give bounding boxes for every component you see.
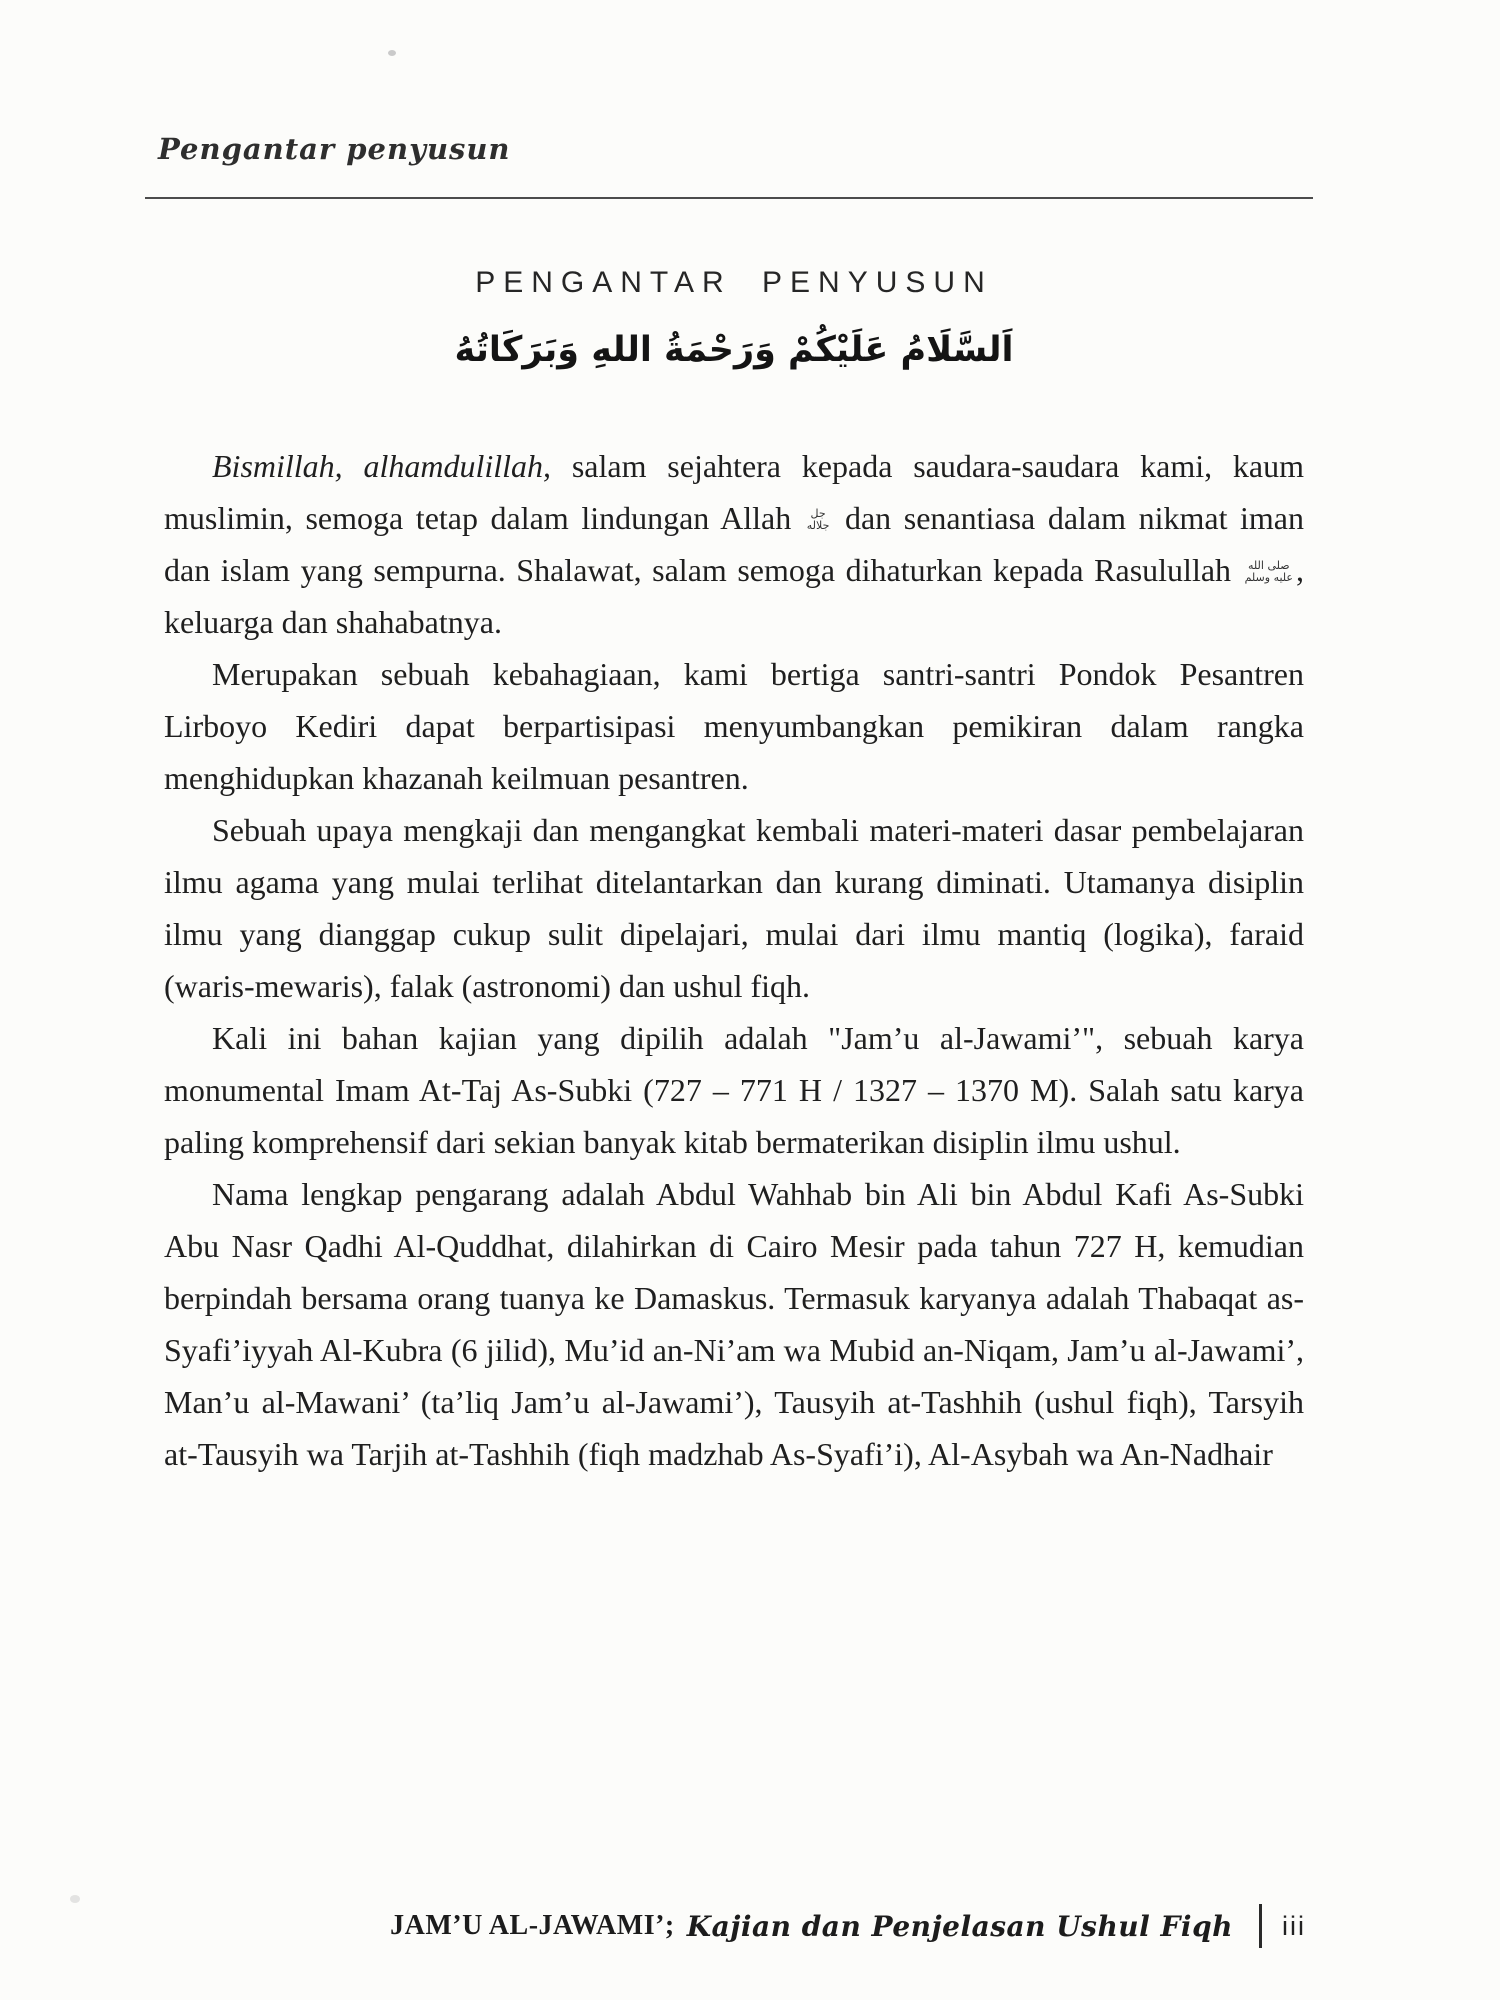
prophet-honorific-line1: صلى الله <box>1248 558 1290 572</box>
paragraph-2: Merupakan sebuah kebahagiaan, kami bertiga santri-santri Pondok Pesantren Lirboyo Kediri dapat berpartisipasi menyumbangkan pemikiran dalam rangka menghidupkan khazanah keilmuan pesantren. <box>164 656 1304 796</box>
footer-subtitle: Kajian dan Penjelasan Ushul Fiqh <box>686 1909 1233 1943</box>
allah-honorific-line2: جلاله <box>806 518 830 532</box>
footer-book-title: JAM’U AL-JAWAMI’; <box>390 1910 675 1941</box>
allah-honorific-symbol <box>807 508 830 532</box>
header-rule <box>145 197 1313 199</box>
scan-artifact <box>70 1895 80 1903</box>
body-text <box>164 440 1304 1480</box>
paragraph-4: Kali ini bahan kajian yang dipilih adalah "Jam’u al-Jawami’", sebuah karya monumental Imam At-Taj As-Subki (727 – 771 H / 1327 – 1370 M). Salah satu karya paling komprehensif dari sekian banyak kitab bermaterikan disiplin ilmu ushul. <box>164 1020 1304 1160</box>
allah-honorific-line1: جل <box>810 506 826 520</box>
arabic-greeting: اَلسَّلَامُ عَلَيْكُمْ وَرَحْمَةُ اللهِ وَبَرَكَاتُهُ <box>454 330 1014 370</box>
paragraph-1-text-a: salam sejahtera kepada saudara-saudara kami, kaum muslimin, semoga tetap dalam lindungan Allah <box>164 448 1305 536</box>
prophet-honorific-symbol <box>1245 560 1293 584</box>
paragraph-5: Nama lengkap pengarang adalah Abdul Wahhab bin Ali bin Abdul Kafi As-Subki Abu Nasr Qadhi Al-Quddhat, dilahirkan di Cairo Mesir pada tahun 727 H, kemudian berpindah bersama orang tuanya ke Damaskus. Termasuk karyanya adalah Thabaqat as-Syafi’iyyah Al-Kubra (6 jilid), Mu’id an-Ni’am wa Mubid an-Niqam, Jam’u al-Jawami’, Man’u al-Mawani’ (ta’liq Jam’u al-Jawami’), Tausyih at-Tashhih (ushul fiqh), Tarsyih at-Tausyih wa Tarjih at-Tashhih (fiqh madzhab As-Syafi’i), Al-Asybah wa An-Nadhair <box>164 1176 1304 1472</box>
footer <box>164 1898 1306 1954</box>
paragraph-1-text-c: , keluarga dan shahabatnya. <box>164 552 1304 640</box>
bismillah-lead: Bismillah, alhamdulillah, <box>212 448 552 484</box>
prophet-honorific-line2: عليه وسلم <box>1244 570 1293 584</box>
paragraph-1 <box>164 440 1304 648</box>
page-number: iii <box>1282 1910 1306 1941</box>
running-header: Pengantar penyusun <box>158 132 511 166</box>
paragraph-3: Sebuah upaya mengkaji dan mengangkat kembali materi-materi dasar pembelajaran ilmu agama yang mulai terlihat ditelantarkan dan kurang diminati. Utamanya disiplin ilmu yang dianggap cukup sulit dipelajari, mulai dari ilmu mantiq (logika), faraid (waris-mewaris), falak (astronomi) dan ushul fiqh. <box>164 812 1304 1004</box>
page-title: PENGANTAR PENYUSUN <box>475 266 993 299</box>
paragraph-1-text-b: dan senantiasa dalam nikmat iman dan islam yang sempurna. Shalawat, salam semoga dihaturkan kepada Rasulullah <box>164 500 1305 588</box>
footer-divider <box>1259 1904 1262 1948</box>
scan-artifact <box>388 50 396 56</box>
